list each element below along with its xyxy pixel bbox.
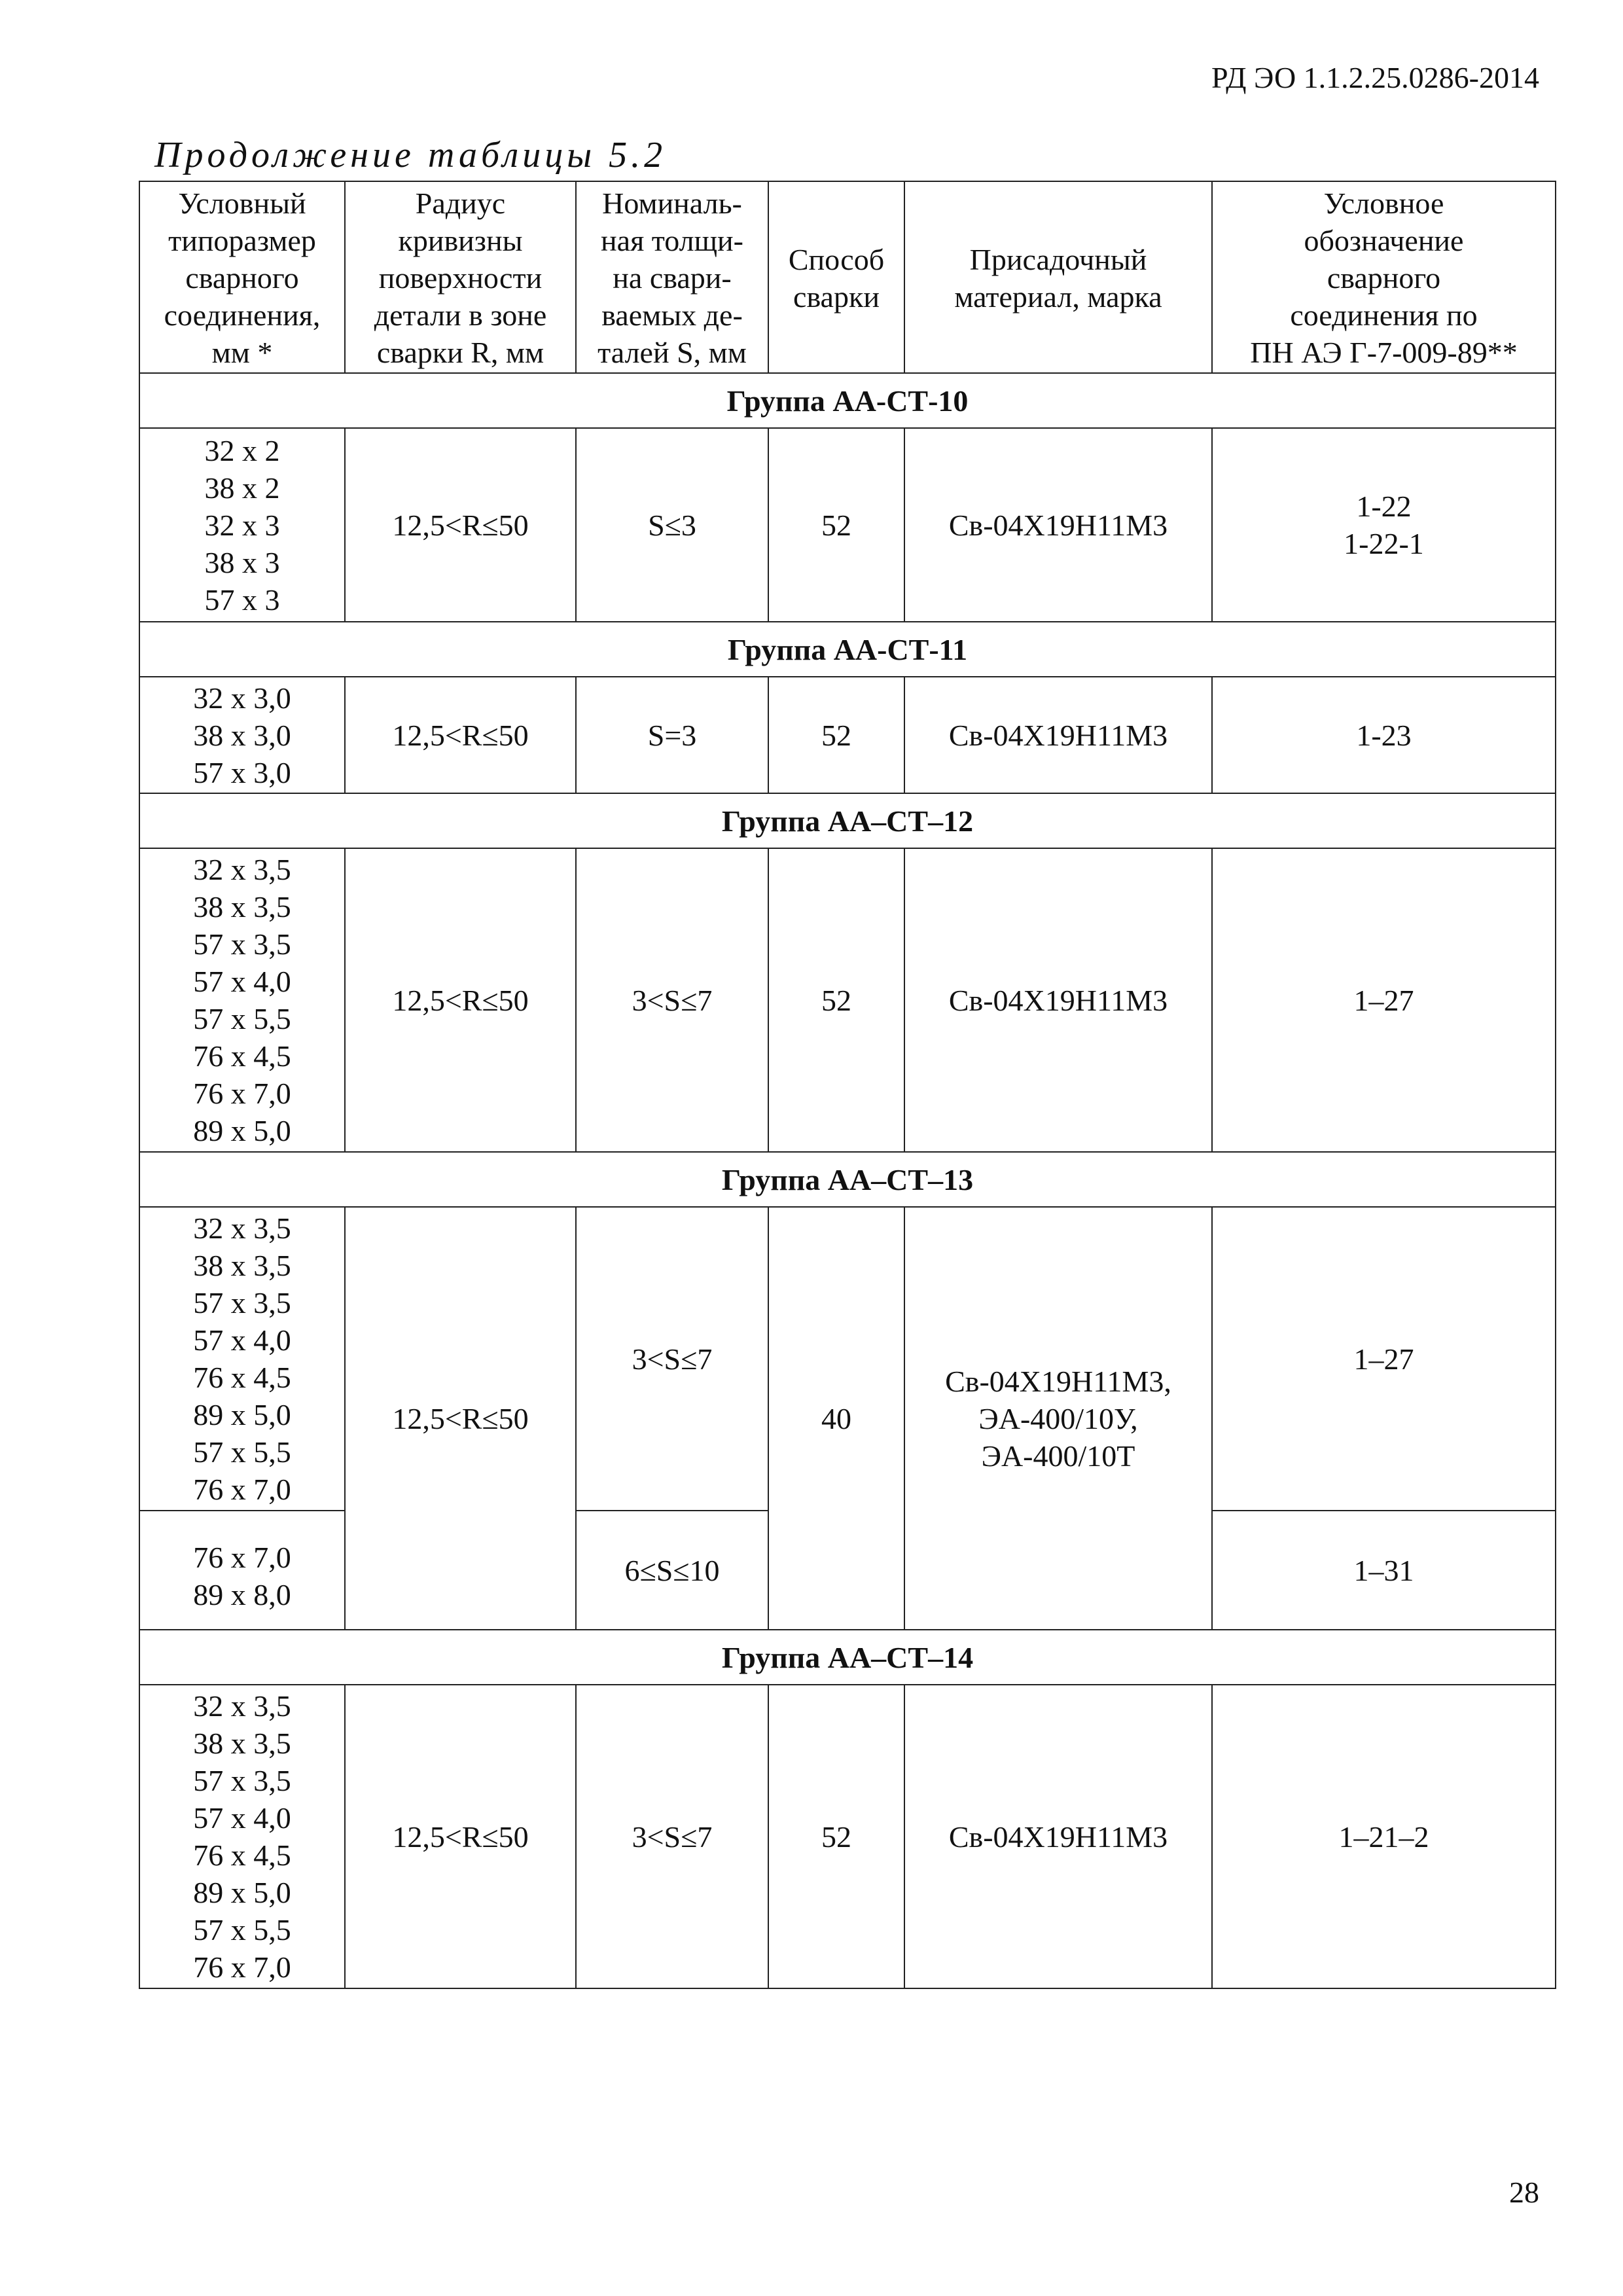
cell-line: мм * [211,336,273,369]
col-header-thickness [576,181,768,373]
size-list [139,677,345,793]
designation-cell [1212,848,1556,1152]
group-header-row [139,622,1556,677]
table-row [139,1685,1556,1988]
designation-cell [1212,1685,1556,1988]
table-row [139,1207,1556,1511]
cell-line: Способ [788,242,885,276]
cell-line: 38 х 2 [204,471,280,505]
table-row [139,848,1556,1152]
cell-line: ПН АЭ Г-7-009-89** [1250,336,1518,369]
cell-line: 76 х 4,5 [193,1361,291,1394]
size-list [139,1207,345,1511]
size-list [139,848,345,1152]
group-title: Группа АА-СТ-10 [139,373,1556,428]
cell-line: 32 х 3,5 [193,1211,291,1245]
cell-line: Условный [178,187,306,220]
material-cell [904,677,1212,793]
cell-line: 32 х 3,5 [193,1689,291,1723]
cell-line: Св-04Х19Н11М3, [945,1364,1171,1398]
thickness-cell: 6≤S≤10 [576,1511,768,1630]
cell-line: 1–27 [1353,1342,1414,1376]
size-list [139,1685,345,1988]
size-list [139,428,345,622]
thickness-cell: 3<S≤7 [576,1207,768,1511]
cell-line: 1-22 [1356,490,1412,523]
cell-line: 38 х 3,5 [193,1727,291,1760]
cell-line: 89 х 5,0 [193,1114,291,1147]
cell-line: Св-04Х19Н11М3 [948,1820,1168,1854]
cell-line: Присадочный [969,242,1147,276]
cell-line: 1–27 [1353,983,1414,1017]
col-header-radius [345,181,576,373]
cell-line: сварного [185,261,299,295]
cell-line: типоразмер [168,224,316,257]
col-header-size [139,181,345,373]
cell-line: 76 х 4,5 [193,1839,291,1872]
group-title: Группа АА-СТ-11 [139,622,1556,677]
method-cell: 52 [768,677,904,793]
radius-cell: 12,5<R≤50 [345,848,576,1152]
cell-line: 32 х 2 [204,433,280,467]
cell-line: на свари- [613,261,732,295]
cell-line: 57 х 3,5 [193,1286,291,1319]
cell-line: кривизны [398,224,523,257]
group-title: Группа АА–СТ–14 [139,1630,1556,1685]
col-header-method [768,181,904,373]
cell-line: 76 х 7,0 [193,1473,291,1506]
material-cell [904,428,1212,622]
group-header-row [139,793,1556,848]
cell-line: Номиналь- [602,187,742,220]
cell-line: 76 х 7,0 [193,1077,291,1110]
cell-line: ЭА-400/10У, [978,1401,1138,1435]
material-cell [904,848,1212,1152]
cell-line: 32 х 3,5 [193,853,291,886]
cell-line: 32 х 3,0 [193,681,291,715]
cell-line: ваемых де- [601,298,743,332]
cell-line: обозначение [1304,224,1464,257]
cell-line: 89 х 5,0 [193,1876,291,1909]
cell-line: сварного [1327,261,1441,295]
table-row [139,428,1556,622]
cell-line: 38 х 3,5 [193,1249,291,1282]
cell-line: 1-22-1 [1344,527,1424,560]
cell-line: 57 х 3,5 [193,927,291,961]
cell-line: 38 х 3 [204,545,280,579]
radius-cell: 12,5<R≤50 [345,1207,576,1630]
cell-line: 76 х 7,0 [193,1541,291,1574]
cell-line: 57 х 3,0 [193,755,291,789]
designation-cell [1212,677,1556,793]
material-cell [904,1685,1212,1988]
cell-line: 38 х 3,5 [193,890,291,924]
method-cell: 52 [768,428,904,622]
cell-line: 57 х 5,5 [193,1002,291,1035]
designation-cell [1212,428,1556,622]
cell-line: соединения, [164,298,321,332]
method-cell: 52 [768,1685,904,1988]
cell-line: Св-04Х19Н11М3 [948,983,1168,1017]
cell-line: соединения по [1290,298,1478,332]
designation-cell [1212,1511,1556,1630]
group-header-row [139,373,1556,428]
cell-line: 57 х 3,5 [193,1764,291,1797]
cell-line: Св-04Х19Н11М3 [948,508,1168,542]
cell-line: 89 х 8,0 [193,1578,291,1611]
table-row [139,677,1556,793]
cell-line: детали в зоне [374,298,547,332]
cell-line: сварки [793,279,880,314]
designation-cell [1212,1207,1556,1511]
col-header-designation [1212,181,1556,373]
cell-line: сварки R, мм [376,336,544,369]
group-title: Группа АА–СТ–13 [139,1152,1556,1207]
cell-line: 32 х 3 [204,508,280,542]
cell-line: 89 х 5,0 [193,1398,291,1431]
cell-line: 38 х 3,0 [193,718,291,752]
weld-spec-table [139,181,1556,1989]
cell-line: 1-23 [1356,718,1412,752]
cell-line: Радиус [415,187,506,220]
cell-line: Св-04Х19Н11М3 [948,718,1168,752]
group-title: Группа АА–СТ–12 [139,793,1556,848]
thickness-cell: 3<S≤7 [576,1685,768,1988]
cell-line: 57 х 4,0 [193,965,291,998]
page-number: 28 [1509,2176,1539,2209]
thickness-cell: S≤3 [576,428,768,622]
col-header-material [904,181,1212,373]
cell-line: 57 х 4,0 [193,1801,291,1835]
method-cell: 52 [768,848,904,1152]
cell-line: талей S, мм [597,336,747,369]
cell-line: ЭА-400/10Т [981,1439,1135,1473]
document-code: РД ЭО 1.1.2.25.0286-2014 [1211,61,1539,94]
cell-line: 1–31 [1353,1553,1414,1587]
cell-line: 76 х 7,0 [193,1950,291,1984]
radius-cell: 12,5<R≤50 [345,677,576,793]
group-header-row [139,1630,1556,1685]
method-cell: 40 [768,1207,904,1630]
cell-line: 76 х 4,5 [193,1039,291,1073]
table-caption: Продолжение таблицы 5.2 [154,135,667,175]
thickness-cell: 3<S≤7 [576,848,768,1152]
cell-line: Условное [1323,187,1444,220]
header-row [139,181,1556,373]
cell-line: материал, марка [954,279,1162,314]
cell-line: ная толщи- [601,224,743,257]
cell-line: 1–21–2 [1338,1820,1429,1854]
size-list [139,1511,345,1630]
thickness-cell: S=3 [576,677,768,793]
cell-line: 57 х 5,5 [193,1435,291,1469]
radius-cell: 12,5<R≤50 [345,428,576,622]
cell-line: поверхности [378,261,543,295]
cell-line: 57 х 5,5 [193,1913,291,1946]
group-header-row [139,1152,1556,1207]
cell-line: 57 х 3 [204,583,280,617]
cell-line: 57 х 4,0 [193,1323,291,1357]
radius-cell: 12,5<R≤50 [345,1685,576,1988]
material-cell [904,1207,1212,1630]
